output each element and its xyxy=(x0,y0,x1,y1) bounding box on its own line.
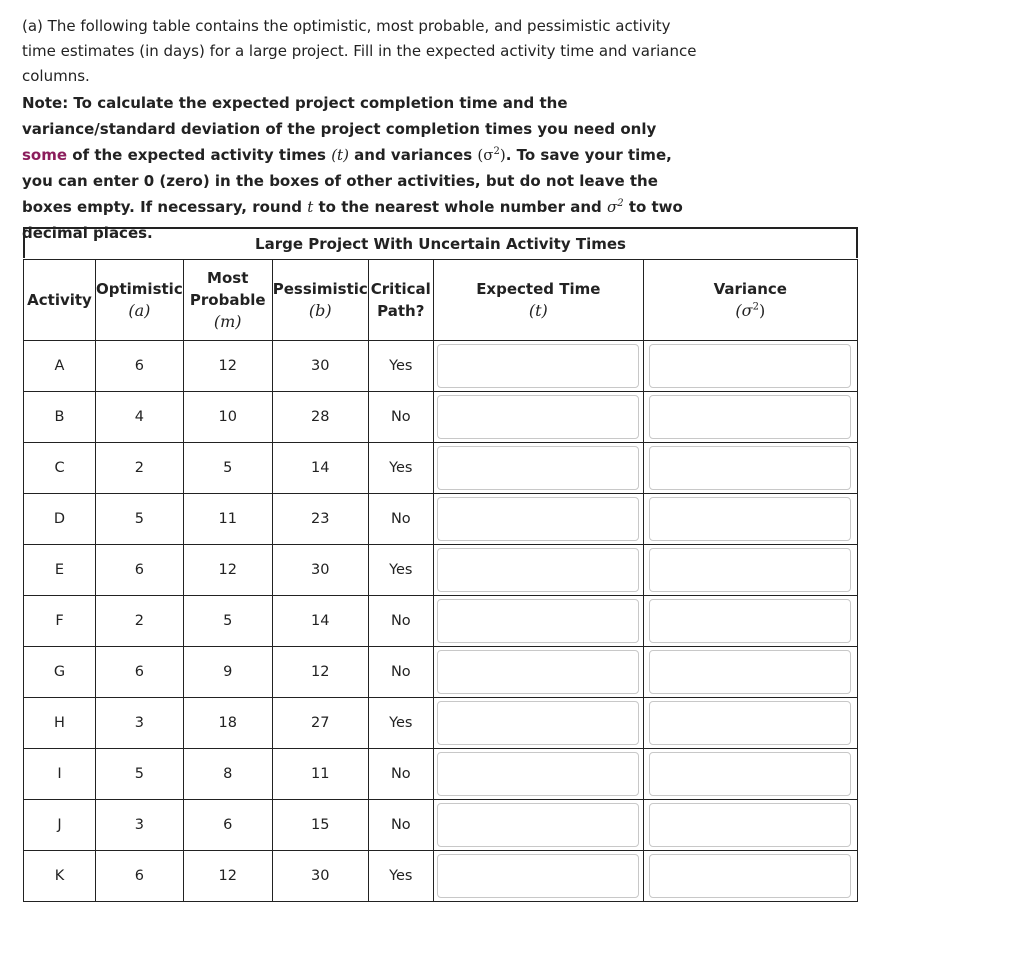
cell-most-probable: 10 xyxy=(183,392,272,443)
variance-input-i[interactable] xyxy=(649,752,851,796)
cell-expected xyxy=(433,341,643,392)
cell-most-probable: 12 xyxy=(183,341,272,392)
cell-critical: No xyxy=(368,494,433,545)
header-optimistic: Optimistic (a) xyxy=(96,260,184,341)
cell-most-probable: 5 xyxy=(183,443,272,494)
cell-most-probable: 6 xyxy=(183,800,272,851)
cell-expected xyxy=(433,647,643,698)
cell-activity: A xyxy=(24,341,96,392)
variance-input-k[interactable] xyxy=(649,854,851,898)
cell-pessimistic: 14 xyxy=(272,596,368,647)
cell-optimistic: 5 xyxy=(96,494,184,545)
cell-pessimistic: 28 xyxy=(272,392,368,443)
cell-activity: B xyxy=(24,392,96,443)
cell-critical: No xyxy=(368,800,433,851)
header-expected-time: Expected Time (t) xyxy=(433,260,643,341)
table-row xyxy=(24,698,858,749)
cell-optimistic: 3 xyxy=(96,800,184,851)
expected-time-input-k[interactable] xyxy=(437,854,639,898)
cell-most-probable: 9 xyxy=(183,647,272,698)
cell-optimistic: 3 xyxy=(96,698,184,749)
variance-input-a[interactable] xyxy=(649,344,851,388)
cell-optimistic: 2 xyxy=(96,443,184,494)
expected-time-input-d[interactable] xyxy=(437,497,639,541)
expected-time-input-g[interactable] xyxy=(437,650,639,694)
header-variance: Variance $(\sigma^2)$ xyxy=(643,260,857,341)
cell-pessimistic: 30 xyxy=(272,341,368,392)
sigma-symbol: $\sigma^2$ xyxy=(606,198,624,216)
highlight-some: some xyxy=(22,146,68,164)
variance-input-c[interactable] xyxy=(649,446,851,490)
cell-critical: No xyxy=(368,749,433,800)
variance-input-b[interactable] xyxy=(649,395,851,439)
expected-time-input-j[interactable] xyxy=(437,803,639,847)
cell-critical: No xyxy=(368,392,433,443)
table-row xyxy=(24,596,858,647)
header-critical-path: Critical Path? xyxy=(368,260,433,341)
table-row xyxy=(24,851,858,902)
header-pessimistic: Pessimistic (b) xyxy=(272,260,368,341)
header-most-probable: Most Probable (m) xyxy=(183,260,272,341)
cell-critical: No xyxy=(368,647,433,698)
cell-expected xyxy=(433,749,643,800)
cell-most-probable: 12 xyxy=(183,851,272,902)
cell-variance xyxy=(643,698,857,749)
cell-optimistic: 6 xyxy=(96,851,184,902)
expected-time-input-c[interactable] xyxy=(437,446,639,490)
table-row xyxy=(24,443,858,494)
cell-expected xyxy=(433,596,643,647)
cell-variance xyxy=(643,596,857,647)
variance-input-j[interactable] xyxy=(649,803,851,847)
cell-pessimistic: 23 xyxy=(272,494,368,545)
cell-variance xyxy=(643,341,857,392)
table-row xyxy=(24,545,858,596)
cell-optimistic: 6 xyxy=(96,647,184,698)
cell-activity: J xyxy=(24,800,96,851)
cell-optimistic: 4 xyxy=(96,392,184,443)
cell-activity: E xyxy=(24,545,96,596)
cell-expected xyxy=(433,698,643,749)
activity-table xyxy=(23,259,858,902)
cell-expected xyxy=(433,494,643,545)
cell-activity: H xyxy=(24,698,96,749)
cell-most-probable: 18 xyxy=(183,698,272,749)
cell-expected xyxy=(433,851,643,902)
table-row xyxy=(24,341,858,392)
cell-critical: Yes xyxy=(368,341,433,392)
cell-most-probable: 8 xyxy=(183,749,272,800)
table-header-row xyxy=(24,260,858,341)
cell-critical: Yes xyxy=(368,545,433,596)
cell-activity: D xyxy=(24,494,96,545)
expected-time-input-f[interactable] xyxy=(437,599,639,643)
cell-critical: Yes xyxy=(368,851,433,902)
cell-pessimistic: 11 xyxy=(272,749,368,800)
table-caption: Large Project With Uncertain Activity Times xyxy=(23,227,858,258)
cell-most-probable: 5 xyxy=(183,596,272,647)
cell-pessimistic: 30 xyxy=(272,545,368,596)
expected-time-input-e[interactable] xyxy=(437,548,639,592)
cell-optimistic: 6 xyxy=(96,545,184,596)
cell-pessimistic: 12 xyxy=(272,647,368,698)
cell-variance xyxy=(643,545,857,596)
cell-expected xyxy=(433,545,643,596)
cell-variance xyxy=(643,494,857,545)
cell-critical: Yes xyxy=(368,443,433,494)
cell-activity: I xyxy=(24,749,96,800)
cell-variance xyxy=(643,647,857,698)
instructions-note: Note: To calculate the expected project completion time and the variance/standard deviation of the project completion times you need only some of the expected activity times (t) and variances $(\sigma^2)$. To save your time, you can enter 0 (zero) in the boxes of other activities, but do not leave the boxes empty. If necessary, round t to the nearest whole number and $\sigma^2$ to two decimal places. xyxy=(22,94,683,242)
table-row xyxy=(24,800,858,851)
cell-pessimistic: 27 xyxy=(272,698,368,749)
cell-variance xyxy=(643,443,857,494)
cell-activity: F xyxy=(24,596,96,647)
cell-activity: K xyxy=(24,851,96,902)
table-row xyxy=(24,647,858,698)
cell-optimistic: 6 xyxy=(96,341,184,392)
expected-time-input-h[interactable] xyxy=(437,701,639,745)
cell-variance xyxy=(643,800,857,851)
instructions-intro: (a) The following table contains the optimistic, most probable, and pessimistic activity time estimates (in days) for a large project. Fill in the expected activity time and variance columns. xyxy=(22,17,697,85)
header-activity: Activity xyxy=(24,260,96,341)
cell-critical: No xyxy=(368,596,433,647)
variance-input-e[interactable] xyxy=(649,548,851,592)
table-row xyxy=(24,749,858,800)
cell-expected xyxy=(433,443,643,494)
variance-input-g[interactable] xyxy=(649,650,851,694)
cell-activity: G xyxy=(24,647,96,698)
cell-expected xyxy=(433,392,643,443)
cell-activity: C xyxy=(24,443,96,494)
table-row xyxy=(24,392,858,443)
variance-input-f[interactable] xyxy=(649,599,851,643)
variance-symbol: $(\sigma^2)$ xyxy=(477,146,506,164)
expected-time-input-b[interactable] xyxy=(437,395,639,439)
expected-time-input-a[interactable] xyxy=(437,344,639,388)
cell-most-probable: 11 xyxy=(183,494,272,545)
cell-variance xyxy=(643,851,857,902)
cell-most-probable: 12 xyxy=(183,545,272,596)
variance-input-h[interactable] xyxy=(649,701,851,745)
expected-time-input-i[interactable] xyxy=(437,752,639,796)
cell-critical: Yes xyxy=(368,698,433,749)
cell-pessimistic: 30 xyxy=(272,851,368,902)
cell-variance xyxy=(643,749,857,800)
cell-optimistic: 5 xyxy=(96,749,184,800)
cell-expected xyxy=(433,800,643,851)
variance-input-d[interactable] xyxy=(649,497,851,541)
t-symbol: (t) xyxy=(331,146,349,164)
cell-pessimistic: 14 xyxy=(272,443,368,494)
cell-optimistic: 2 xyxy=(96,596,184,647)
cell-pessimistic: 15 xyxy=(272,800,368,851)
cell-variance xyxy=(643,392,857,443)
table-row xyxy=(24,494,858,545)
